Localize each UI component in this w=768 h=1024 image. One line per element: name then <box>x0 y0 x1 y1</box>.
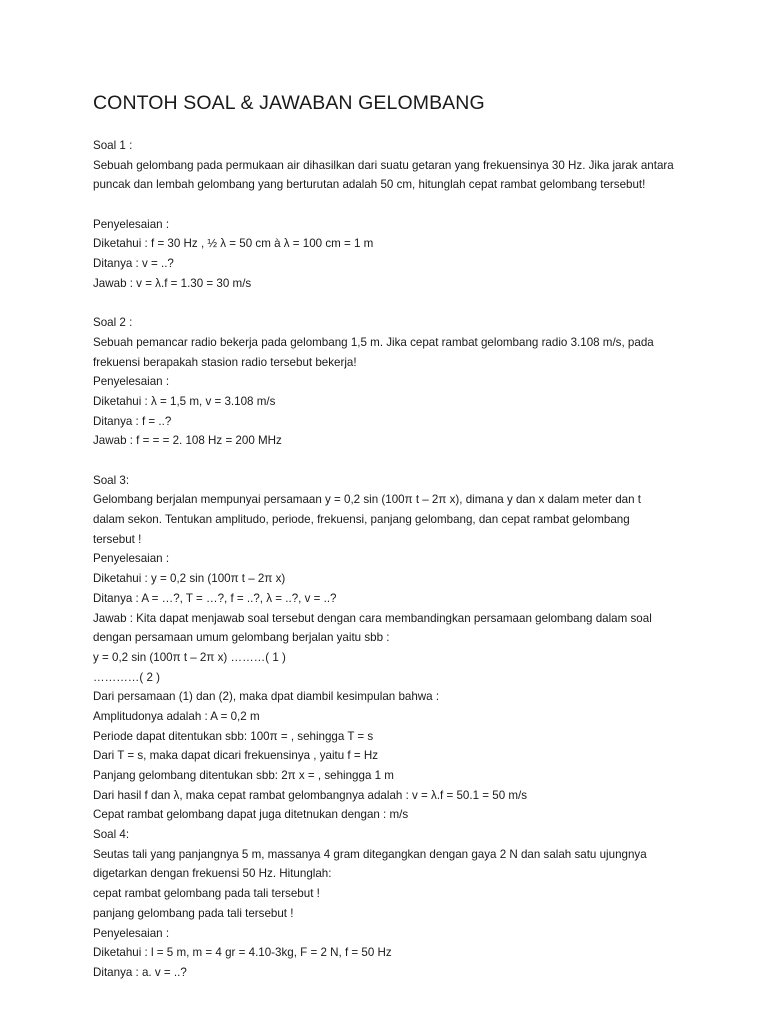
soal-1-heading: Soal 1 : <box>93 139 133 152</box>
soal-2-known: Diketahui : λ = 1,5 m, v = 3.108 m/s <box>93 394 276 408</box>
soal-3-question-line-2: dalam sekon. Tentukan amplitudo, periode, frekuensi, panjang gelombang, dan cepat rambat gelombang <box>93 513 630 527</box>
soal-4-solution-heading: Penyelesaian : <box>93 926 170 940</box>
soal-2-solution-heading: Penyelesaian : <box>93 375 170 389</box>
soal-3-equation-1: y = 0,2 sin (100π t – 2π x) ………( 1 ) <box>93 650 286 664</box>
soal-1-question-line-1: Sebuah gelombang pada permukaan air dihasilkan dari suatu getaran yang frekuensinya 30 Hz. Jika jarak antara <box>93 158 674 172</box>
soal-3-period: Periode dapat ditentukan sbb: 100π = , sehingga T = s <box>93 729 374 743</box>
soal-3-known: Diketahui : y = 0,2 sin (100π t – 2π x) <box>93 572 286 586</box>
soal-3-question-line-1: Gelombang berjalan mempunyai persamaan y = 0,2 sin (100π t – 2π x), dimana y dan x dalam meter dan t <box>93 493 641 507</box>
soal-3-speed: Dari hasil f dan λ, maka cepat rambat gelombangnya adalah : v = λ.f = 50.1 = 50 m/s <box>93 788 528 802</box>
soal-3-answer-line-1: Jawab : Kita dapat menjawab soal tersebut dengan cara membandingkan persamaan gelombang dalam soal <box>93 611 652 625</box>
soal-3-wavelength: Panjang gelombang ditentukan sbb: 2π x = , sehingga 1 m <box>93 769 394 782</box>
blank-line <box>93 195 693 215</box>
soal-3-conclusion: Dari persamaan (1) dan (2), maka dpat diambil kesimpulan bahwa : <box>93 690 440 704</box>
soal-1-known: Diketahui : f = 30 Hz , ½ λ = 50 cm à λ = 100 cm = 1 m <box>93 237 374 251</box>
soal-3-frequency: Dari T = s, maka dapat dicari frekuensinya , yaitu f = Hz <box>93 749 379 763</box>
soal-4-item-a: cepat rambat gelombang pada tali tersebut ! <box>93 887 320 901</box>
soal-4-question-line-2: digetarkan dengan frekuensi 50 Hz. Hitunglah: <box>93 867 332 881</box>
soal-3-question-line-3: tersebut ! <box>93 532 142 546</box>
soal-2-asked: Ditanya : f = ..? <box>93 414 172 428</box>
soal-1-solution-heading: Penyelesaian : <box>93 217 170 231</box>
soal-3-asked: Ditanya : A = …?, T = …?, f = ..?, λ = ..?, v = ..? <box>93 591 337 605</box>
soal-4-question-line-1: Seutas tali yang panjangnya 5 m, massanya 4 gram ditegangkan dengan gaya 2 N dan salah satu ujungnya <box>93 847 647 861</box>
soal-1-asked: Ditanya : v = ..? <box>93 257 174 271</box>
soal-3-heading: Soal 3: <box>93 473 130 487</box>
soal-1-question-line-2: puncak dan lembah gelombang yang berturutan adalah 50 cm, hitunglah cepat rambat gelombang tersebut! <box>93 178 646 192</box>
soal-2-question-line-2: frekuensi berapakah stasion radio tersebut bekerja! <box>93 355 357 369</box>
soal-3-answer-line-2: dengan persamaan umum gelombang berjalan yaitu sbb : <box>93 631 390 645</box>
blank-line <box>93 451 693 471</box>
soal-2-answer: Jawab : f = = = 2. 108 Hz = 200 MHz <box>93 434 282 448</box>
soal-4-heading: Soal 4: <box>93 828 130 842</box>
soal-4-item-b: panjang gelombang pada tali tersebut ! <box>93 906 294 920</box>
soal-3-amplitude: Amplitudonya adalah : A = 0,2 m <box>93 709 260 723</box>
soal-2-heading: Soal 2 : <box>93 316 133 330</box>
soal-2-question-line-1: Sebuah pemancar radio bekerja pada gelombang 1,5 m. Jika cepat rambat gelombang radio 3.108 m/s, pada <box>93 335 654 349</box>
soal-3-solution-heading: Penyelesaian : <box>93 552 170 566</box>
soal-3-equation-2: …………( 2 ) <box>93 670 160 684</box>
document-title: CONTOH SOAL & JAWABAN GELOMBANG <box>93 92 485 114</box>
soal-1-answer: Jawab : v = λ.f = 1.30 = 30 m/s <box>93 276 252 290</box>
soal-4-asked: Ditanya : a. v = ..? <box>93 965 187 979</box>
blank-line <box>93 294 693 314</box>
document-body <box>93 136 693 983</box>
soal-4-known: Diketahui : l = 5 m, m = 4 gr = 4.10-3kg, F = 2 N, f = 50 Hz <box>93 946 392 960</box>
soal-3-speed-alt: Cepat rambat gelombang dapat juga ditetnukan dengan : m/s <box>93 808 409 822</box>
